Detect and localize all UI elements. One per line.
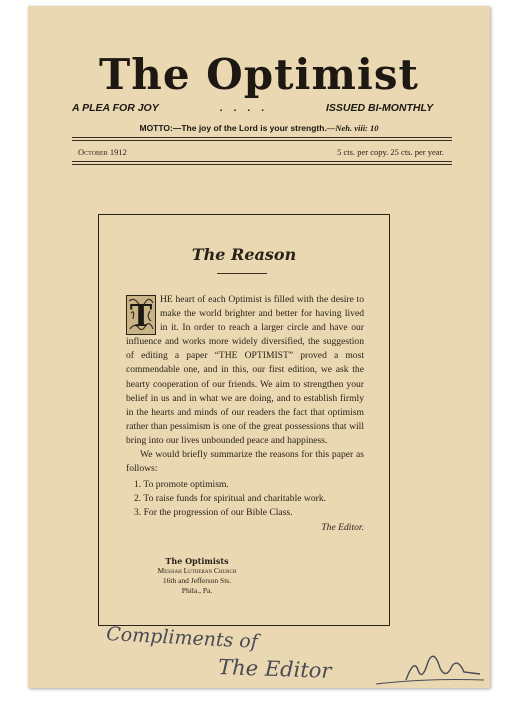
newsletter-page (28, 6, 490, 688)
inscription-line-1: Compliments of (106, 623, 259, 653)
article-title: The Reason (191, 245, 297, 264)
reason-item: 2. To raise funds for spiritual and charitable work. (134, 493, 327, 505)
ornamental-drop-cap (126, 295, 156, 335)
publisher-block (127, 556, 267, 596)
rule-bottom-2 (72, 164, 452, 165)
motto-reference: —Neh. viii: 10 (326, 123, 379, 133)
title-underline (217, 273, 267, 274)
rule-top-1 (72, 137, 452, 138)
reason-item: 3. For the progression of our Bible Class. (134, 507, 293, 519)
rule-bottom-1 (72, 161, 452, 162)
tagline-right: ISSUED BI-MONTHLY (326, 102, 434, 114)
motto-text: MOTTO:—The joy of the Lord is your strength. (139, 123, 327, 133)
paragraph-2: We would briefly summarize the reasons for this paper as follows: (126, 449, 364, 475)
publisher-name: The Optimists (165, 556, 229, 566)
editor-signature: The Editor. (321, 521, 364, 533)
reason-item: 1. To promote optimism. (134, 479, 229, 491)
masthead-title: The Optimist (99, 50, 419, 99)
issue-price: 5 cts. per copy. 25 cts. per year. (337, 147, 444, 157)
rule-top-2 (72, 140, 452, 141)
church-address: 16th and Jefferson Sts. (162, 576, 232, 585)
church-name: Messiah Lutheran Church (157, 566, 237, 575)
inscription-line-2: The Editor (217, 655, 332, 683)
signature-underline (376, 680, 484, 685)
drop-cap-letter: T (129, 299, 153, 334)
handwritten-inscription (106, 618, 486, 688)
tagline-left: A PLEA FOR JOY (72, 102, 159, 114)
signature-scrawl (406, 656, 480, 680)
paragraph-1: HE heart of each Optimist is filled with the desire to make the world brighter and better for having lived in it. In order to reach a larger circle and have our influence and works more widely diversified, the suggestion of editing a paper “THE OPTIMIST” proved a most commendable one, and in this, our first edition, we ask the hearty cooperation of our friends. We aim to strengthen your belief in us and in what we are doing, and to establish firmly in the hearts and minds of our readers the fact that optimism rather than pessimism is one of the great possessions that will bring into our lives unbounded peace and happiness. (126, 294, 364, 446)
article-box (98, 214, 390, 626)
article-body (126, 293, 364, 535)
issue-date: October 1912 (78, 147, 127, 157)
motto (28, 123, 490, 133)
tagline-dots: . . . . (220, 102, 269, 114)
church-city: Phila., Pa. (181, 586, 213, 595)
reasons-list (134, 478, 364, 520)
